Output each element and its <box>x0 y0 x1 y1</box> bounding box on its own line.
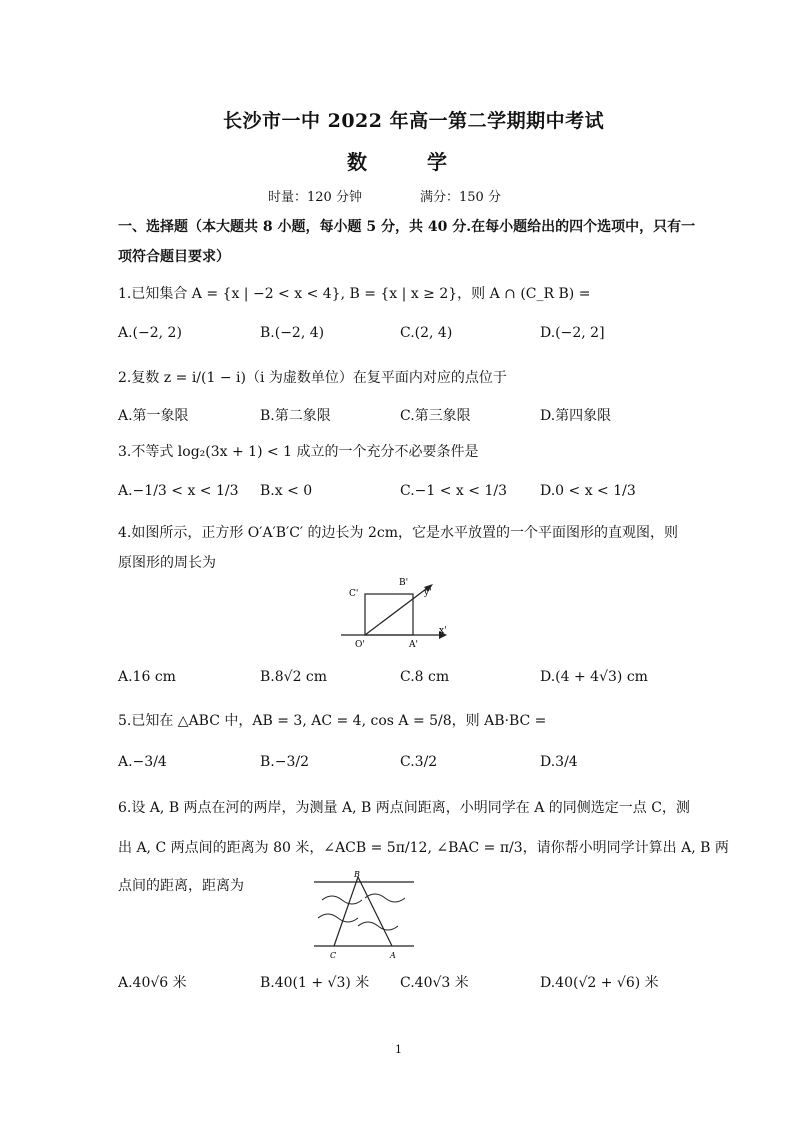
question-6-option-b: B.40(1 + √3) 米 <box>260 975 370 991</box>
label-a: A <box>390 951 396 960</box>
question-4-option-c: C.8 cm <box>400 669 450 685</box>
label-c: C <box>330 951 337 960</box>
question-6-option-d: D.40(√2 + √6) 米 <box>540 975 659 991</box>
wave-2 <box>365 894 405 902</box>
question-5-option-d: D.3/4 <box>540 754 578 770</box>
wave-4 <box>358 922 398 930</box>
question-6-stem-line3: 点间的距离，距离为 <box>118 878 244 894</box>
question-3-option-c: C.−1 < x < 1/3 <box>400 483 507 499</box>
question-2-option-d: D.第四象限 <box>540 408 612 424</box>
section-heading-line2: 项符合题目要求） <box>118 249 230 265</box>
question-1-option-d: D.(−2, 2] <box>540 325 605 341</box>
exam-title: 长沙市一中 2022 年高一第二学期期中考试 <box>223 110 605 132</box>
question-4-figure <box>335 575 465 650</box>
question-5-option-b: B.−3/2 <box>260 754 309 770</box>
question-2-option-c: C.第三象限 <box>400 408 471 424</box>
wave-1 <box>322 896 362 904</box>
question-4-stem-line2: 原图形的周长为 <box>118 555 216 571</box>
label-c: C' <box>349 589 359 599</box>
question-3-stem: 3.不等式 log₂(3x + 1) < 1 成立的一个充分不必要条件是 <box>118 444 479 460</box>
question-4-option-a: A.16 cm <box>118 669 176 685</box>
question-1-option-b: B.(−2, 4) <box>260 325 325 341</box>
question-6-stem-line2: 出 A, C 两点间的距离为 80 米，∠ACB = 5π/12, ∠BAC = π/3，请你帮小明同学计算出 A, B 两 <box>118 840 729 856</box>
question-3-option-b: B.x < 0 <box>260 483 313 499</box>
question-2-option-b: B.第二象限 <box>260 408 331 424</box>
question-1-option-a: A.(−2, 2) <box>118 325 182 341</box>
question-4-option-b: B.8√2 cm <box>260 669 328 685</box>
wave-3 <box>318 914 358 922</box>
question-3-option-a: A.−1/3 < x < 1/3 <box>118 483 239 499</box>
y-axis <box>365 586 430 635</box>
subject-char-2: 学 <box>427 150 447 174</box>
label-o: O' <box>355 640 365 650</box>
label-y: y' <box>424 588 432 598</box>
question-6-stem-line1: 6.设 A, B 两点在河的两岸，为测量 A, B 两点间距离，小明同学在 A 的同侧选定一点 C，测 <box>118 800 690 816</box>
label-a: A' <box>409 640 418 650</box>
time-info: 时量：120 分钟 <box>268 190 362 205</box>
label-b: B <box>354 870 360 879</box>
question-5-stem: 5.已知在 △ABC 中，AB = 3, AC = 4, cos A = 5/8，则 AB·BC = <box>118 713 547 729</box>
question-4-option-d: D.(4 + 4√3) cm <box>540 669 648 685</box>
label-x: x' <box>439 626 447 636</box>
page-number: 1 <box>395 1043 402 1056</box>
question-1-option-c: C.(2, 4) <box>400 325 453 341</box>
question-2-option-a: A.第一象限 <box>118 408 189 424</box>
question-5-option-c: C.3/2 <box>400 754 438 770</box>
section-heading-line1: 一、选择题（本大题共 8 小题，每小题 5 分，共 40 分.在每小题给出的四个选项中，只有一 <box>118 219 696 235</box>
segment-cb <box>334 877 358 946</box>
question-1-stem: 1.已知集合 A = {x | −2 < x < 4}, B = {x | x ≥ 2}，则 A ∩ (C_R B) = <box>118 286 591 302</box>
subject-char-1: 数 <box>347 150 367 174</box>
segment-ba <box>358 877 392 946</box>
question-2-stem: 2.复数 z = i/(1 − i)（i 为虚数单位）在复平面内对应的点位于 <box>118 370 507 386</box>
question-6-option-a: A.40√6 米 <box>118 975 187 991</box>
question-6-option-c: C.40√3 米 <box>400 975 469 991</box>
label-b: B' <box>399 578 409 588</box>
question-5-option-a: A.−3/4 <box>118 754 167 770</box>
question-3-option-d: D.0 < x < 1/3 <box>540 483 636 499</box>
score-info: 满分：150 分 <box>420 190 501 205</box>
question-4-stem-line1: 4.如图所示，正方形 O′A′B′C′ 的边长为 2cm，它是水平放置的一个平面图形的直观图，则 <box>118 525 679 541</box>
question-6-river-figure <box>310 868 420 960</box>
